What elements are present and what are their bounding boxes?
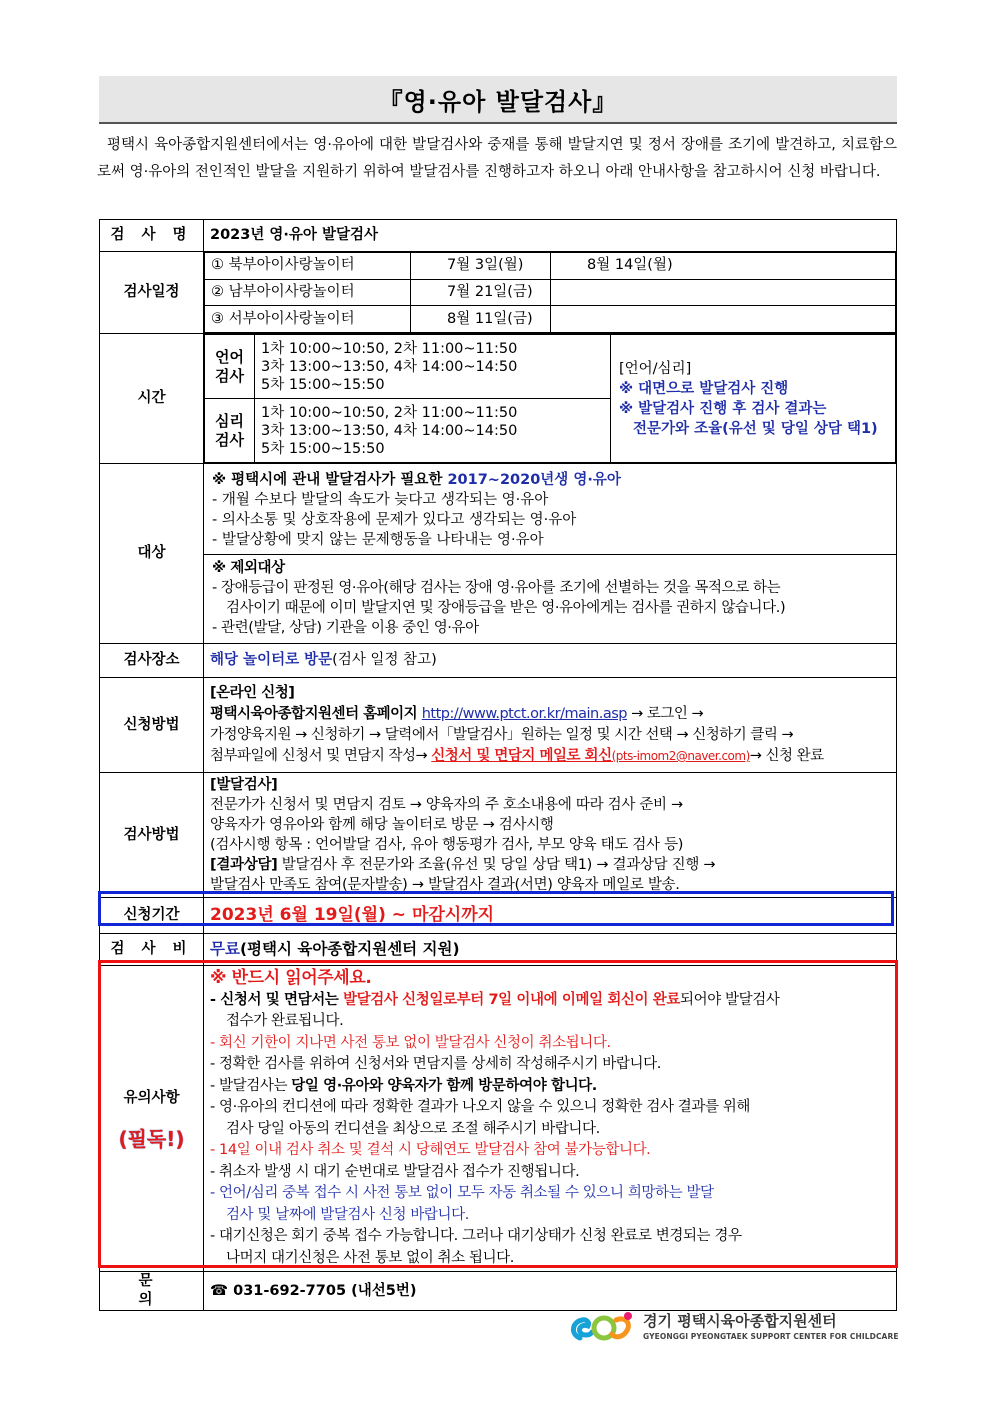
schedule-date [551,306,896,333]
apply-step: → 신청 완료 [749,748,824,764]
schedule-place: ② 남부아이사랑놀이터 [205,279,411,306]
target-head: ※ 평택시에 관내 발달검사가 필요한 [212,471,448,488]
label-period: 신청기간 [100,898,204,934]
method-line: 전문가가 신청서 및 면담지 검토 → 양육자의 주 호소내용에 따라 검사 준비 → [210,797,683,813]
note-item: - 취소자 발생 시 대기 순번대로 발달검사 접수가 진행됩니다. [210,1163,580,1180]
apply-email-instruction: 신청서 및 면담지 메일로 회신 [431,748,612,764]
label-method: 검사방법 [100,773,204,898]
method-line: 발달검사 후 전문가와 조율(유선 및 당일 상담 택1) → 결과상담 진행 → [277,857,716,873]
time-line: 1차 10:00~10:50, 2차 11:00~11:50 [261,340,518,357]
note-highlight: 당일 영·유아와 양육자가 함께 방문하여야 합니다. [291,1077,597,1094]
schedule-row-1 [205,253,896,280]
apply-homepage-label: 평택시육아종합지원센터 홈페이지 [210,706,422,722]
note-cont: 검사 당일 아동의 컨디션을 최상으로 조절 해주시기 바랍니다. [226,1120,600,1137]
row-target [100,464,897,644]
label-name: 검 사 명 [100,220,204,252]
row-method [100,773,897,898]
schedule-date: 7월 21일(금) [411,279,551,306]
exclusion-box [204,555,896,641]
period-value: 2023년 6월 19일(월) ~ 마감시까지 [204,898,897,934]
schedule-date [551,279,896,306]
note-item: - 14일 이내 검사 취소 및 결석 시 당해연도 발달검사 참여 불가능합니다. [210,1142,651,1158]
target-box [204,467,896,555]
place-note: (검사 일정 참고) [332,652,437,668]
fee-value: 무료 [210,940,240,958]
notes-label: 유의사항 [123,1089,180,1106]
schedule-date: 7월 3일(월) [411,253,551,280]
row-name [100,220,897,252]
apply-email[interactable]: (pts-imom2@naver.com) [611,749,750,763]
page-title: 『영·유아 발달검사』 [378,87,618,116]
note-text: - 발달검사는 [210,1077,292,1094]
time-note-1: ※ 대면으로 발달검사 진행 [619,380,789,397]
note-cont: 나머지 대기신청은 사전 통보 없이 취소 됩니다. [226,1249,514,1266]
fee-note: (평택시 육아종합지원센터 지원) [239,940,460,958]
period-highlight-box [98,891,894,926]
time-note [611,335,896,463]
schedule-date: 8월 14일(월) [551,253,896,280]
place-value: 해당 놀이터로 방문 [210,652,333,668]
label-place: 검사장소 [100,644,204,678]
label-schedule: 검사일정 [100,252,204,334]
result-head: [결과상담] [210,857,278,873]
time-note-title: [언어/심리] [619,360,692,377]
note-item: - 대기신청은 회기 중복 접수 가능합니다. 그러나 대기상태가 신청 완료로 변경되는 경우 [210,1228,742,1244]
apply-steps: 가정양육지원 → 신청하기 → 달력에서「발달검사」원하는 일정 및 시간 선택 → 신청하기 클릭 → [210,727,794,743]
time-line: 3차 13:00~13:50, 4차 14:00~14:50 [261,422,518,439]
target-item: - 개월 수보다 발달의 속도가 늦다고 생각되는 영·유아 [212,491,549,508]
center-logo-icon [568,1308,638,1348]
row-place [100,644,897,678]
schedule-row-2 [205,279,896,306]
exclusion-item: - 장애등급이 판정된 영·유아(해당 검사는 장애 영·유아를 조기에 선별하는 것을 목적으로 하는 [212,579,781,596]
title-bar [99,76,897,124]
note-highlight: 발달검사 신청일로부터 7일 이내에 이메일 회신이 완료 [343,991,681,1008]
center-name-english: GYEONGGI PYEONGTAEK SUPPORT CENTER FOR CHILDCARE [643,1332,899,1341]
row-contact [100,1272,897,1311]
label-contact: 문 의 [100,1272,204,1311]
label-time: 시간 [100,334,204,464]
row-time [100,334,897,464]
center-name: 경기 평택시육아종합지원센터 [643,1312,837,1330]
note-item: - 회신 기한이 지나면 사전 통보 없이 발달검사 신청이 취소됩니다. [210,1034,611,1051]
method-line: (검사시행 항목 : 언어발달 검사, 유아 행동평가 검사, 부모 양육 태도 검사 등) [210,837,684,853]
label-apply: 신청방법 [100,678,204,773]
exclusion-item: - 관련(발달, 상담) 기관을 이용 중인 영·유아 [212,619,479,636]
notes-head: ※ 반드시 읽어주세요. [210,968,372,988]
note-item: - 언어/심리 중복 접수 시 사전 통보 없이 모두 자동 취소될 수 있으니 희망하는 발달 [210,1185,714,1201]
note-cont: 접수가 완료됩니다. [226,1013,344,1029]
row-schedule [100,252,897,334]
target-item: - 의사소통 및 상호작용에 문제가 있다고 생각되는 영·유아 [212,511,577,528]
intro-paragraph: 평택시 육아종합지원센터에서는 영·유아에 대한 발달검사와 중재를 통해 발달지연 및 정서 장애를 조기에 발견하고, 치료함으로써 영·유아의 전인적인 발달을 지원하기 위하여 발달검사를 진행하고자 하오니 아래 안내사항을 참고하시어 신청 바랍니다. [97,137,897,180]
apply-step: 첨부파일에 신청서 및 면담지 작성→ [210,748,432,764]
value-name: 2023년 영·유아 발달검사 [204,220,897,252]
label-target: 대상 [100,464,204,644]
note-item: - 영·유아의 컨디션에 따라 정확한 결과가 나오지 않을 수 있으니 정확한 검사 결과를 위해 [210,1099,751,1115]
target-age: 2017~2020년생 영·유아 [447,471,621,488]
must-read-badge: (필독!) [118,1126,185,1151]
row-apply [100,678,897,773]
note-text: - 신청서 및 면담서는 [210,991,344,1008]
note-cont: 검사 및 날짜에 발달검사 신청 바랍니다. [226,1206,469,1223]
psych-test-label: 심리 검사 [205,399,255,463]
schedule-place: ③ 서부아이사랑놀이터 [205,306,411,333]
schedule-row-3 [205,306,896,333]
language-test-label: 언어 검사 [205,335,255,399]
exclusion-head: ※ 제외대상 [212,559,285,576]
method-line: 양육자가 영유아와 함께 해당 놀이터로 방문 → 검사시행 [210,817,554,833]
time-line: 1차 10:00~10:50, 2차 11:00~11:50 [261,404,518,421]
method-line: 발달검사 만족도 참여(문자발송) → 발달검사 결과(서면) 양육자 메일로 발송. [210,877,680,893]
homepage-link[interactable]: http://www.ptct.or.kr/main.asp [421,706,627,722]
time-line: 5차 15:00~15:50 [261,440,385,457]
contact-value[interactable]: ☎ 031-692-7705 (내선5번) [204,1272,897,1311]
time-line: 5차 15:00~15:50 [261,376,385,393]
apply-head: [온라인 신청] [210,685,295,701]
notes-highlight-box [98,960,898,1268]
note-item: - 정확한 검사를 위하여 신청서와 면담지를 상세히 작성해주시기 바랍니다. [210,1056,661,1072]
time-line: 3차 13:00~13:50, 4차 14:00~14:50 [261,358,518,375]
target-item: - 발달상황에 맞지 않는 문제행동을 나타내는 영·유아 [212,531,544,548]
exclusion-item-cont: 검사이기 때문에 이미 발달지연 및 장애등급을 받은 영·유아에게는 검사를 권하지 않습니다.) [226,599,786,616]
schedule-place: ① 북부아이사랑놀이터 [205,253,411,280]
apply-step: → 로그인 → [626,706,704,722]
note-text: 되어야 발달검사 [680,991,780,1008]
time-note-3: 전문가와 조율(유선 및 당일 상담 택1) [633,420,878,437]
time-note-2: ※ 발달검사 진행 후 검사 결과는 [619,400,827,417]
center-logo [568,1308,898,1348]
schedule-date: 8월 11일(금) [411,306,551,333]
method-head: [발달검사] [210,777,278,793]
label-fee: 검 사 비 [100,934,204,966]
